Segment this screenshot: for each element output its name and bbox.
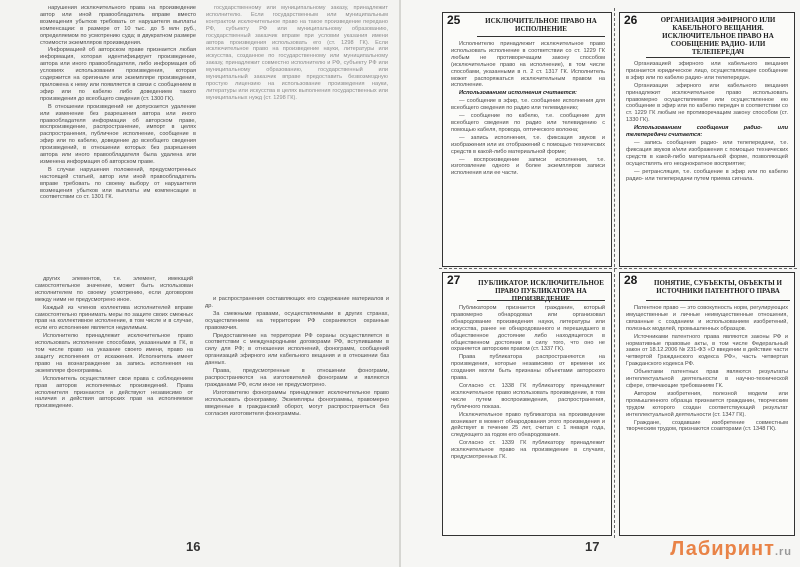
left-page bbox=[0, 0, 399, 567]
paragraph: — запись сообщения радио- или телепередачи, т.е. фиксация звуков и/или изображения с помощью технических средств в какой-либо материальной форме, позволяющей осуществлять его неоднократное восприятие; bbox=[626, 139, 788, 167]
paragraph: других элементов, т.е. элемент, имеющий самостоятельное значение, может быть использован исполнителем по своему усмотрению, если договором между ними не предусмотрено иное. bbox=[35, 276, 193, 303]
left-top-middle-column bbox=[206, 5, 388, 230]
paragraph: Использованием сообщения радио- или телепередачи считается: bbox=[626, 125, 788, 139]
paragraph: Исполнитель осуществляет свои права с соблюдением прав авторов исполняемых произведений. Права исполнителя признаются и действуют независимо от наличия и действия авторских прав на исполняемое произведение. bbox=[35, 375, 193, 410]
card-25 bbox=[442, 12, 612, 267]
card-28 bbox=[619, 272, 795, 536]
title-rule bbox=[477, 36, 605, 37]
left-bottom-left-column bbox=[35, 276, 193, 526]
watermark-logo bbox=[670, 538, 792, 561]
paragraph: Публикатором признается гражданин, который правомерно обнародовал или организовал обнародование произведения науки, литературы или искусства, ранее не обнародованного и перешедшего в общественное достояние либо находящегося в общественном достоянии в силу того, что оно не охраняется авторским правом (ст. 1337 ГК). bbox=[451, 305, 605, 353]
title-rule bbox=[477, 300, 605, 301]
paragraph: и распространения составляющих его содержание материалов и др. bbox=[205, 296, 389, 309]
paragraph: — сообщение в эфир, т.е. сообщение исполнения для всеобщего сведения по радио или телевидению; bbox=[451, 98, 605, 112]
paragraph: Патентное право — это совокупность норм, регулирующих имущественные и личные неимущественные отношения, связанные с созданием и использованием изобретений, полезных моделей, промышленных образцов. bbox=[626, 305, 788, 332]
left-top-right-column bbox=[40, 5, 196, 293]
paragraph: Права, предусмотренные в отношении фонограмм, распространяются на изготовителей фонограмм и являются гражданами РФ, если иное не предусмотрено. bbox=[205, 368, 389, 388]
paragraph: В случае нарушения положений, предусмотренных настоящей статьей, автор или иной правообладатель вправе требовать по своему выбору от нарушителя возмещения убытков или выплаты им компенсации в соответствии со ст. 1301 ГК. bbox=[40, 166, 196, 201]
title-rule bbox=[646, 300, 790, 301]
right-page bbox=[401, 0, 800, 567]
title-rule bbox=[646, 57, 790, 58]
paragraph: Источниками патентного права являются законы РФ и нормативные правовые акты, в том числе Федеральный закон от 18.12.2006 № 231-ФЗ «О введении в действие части четвертой Гражданского кодекса РФ», часть четвертая Гражданского кодекса РФ. bbox=[626, 333, 788, 368]
paragraph: Организации эфирного или кабельного вещания принадлежит исключительное право использовать правомерно осуществляемое или осуществленное ею сообщение в эфир или по кабелю передач в соответствии со ст. 1229 ГК любым не противоречащим закону способом (ст. 1330 ГК). bbox=[626, 82, 788, 124]
card-number: 26 bbox=[624, 13, 638, 27]
paragraph: Граждане, создавшие изобретение совместным творческим трудом, признаются соавторами (ст. 1348 ГК). bbox=[626, 419, 788, 433]
card-body bbox=[451, 41, 605, 263]
paragraph: Каждый из членов коллектива исполнителей вправе самостоятельно принимать меры по защите своих смежных прав на коллективное исполнение, в том числе и в случае, если его исполнение является неделимым. bbox=[35, 304, 193, 332]
card-title: ОРГАНИЗАЦИЯ ЭФИРНОГО ИЛИ КАБЕЛЬНОГО ВЕЩАНИЯ. ИСКЛЮЧИТЕЛЬНОЕ ПРАВО НА СООБЩЕНИЕ РАДИО- ИЛИ ТЕЛЕПЕРЕДАЧ bbox=[660, 16, 776, 56]
paragraph: Организацией эфирного или кабельного вещания признается юридическое лицо, осуществляющее сообщение в эфир или по кабелю радио- или телепередач. bbox=[626, 61, 788, 81]
card-body bbox=[626, 61, 788, 261]
paragraph: — ретрансляция, т.е. сообщение в эфир или по кабелю радио- или телепередачи путем приема сигнала. bbox=[626, 168, 788, 182]
page-number-left: 16 bbox=[186, 539, 201, 554]
card-number: 25 bbox=[447, 13, 461, 27]
paragraph: Объектами патентных прав являются результаты интеллектуальной деятельности в научно-технической сфере, отвечающие требованиям ГК. bbox=[626, 369, 788, 389]
card-number: 27 bbox=[447, 273, 461, 287]
paragraph: Предоставление на территории РФ охраны осуществляется в соответствии с международными договорами РФ, вступившими в силу для РФ; в отношении исполнений, фонограмм, сообщений организаций эфирного или кабельного вещания и в отношении баз данных. bbox=[205, 332, 389, 367]
paragraph: Согласно ст. 1339 ГК публикатору принадлежит исключительное право на произведение в случаях, предусмотренных ГК. bbox=[451, 440, 605, 461]
watermark-text: Лабиринт bbox=[670, 538, 775, 560]
paragraph: Изготовителю фонограммы принадлежит исключительное право использовать фонограмму. Экземпляры фонограммы, правомерно введенные в гражданский оборот, могут распространяться без согласия изготовителя фонограммы. bbox=[205, 389, 389, 417]
paragraph: Информацией об авторском праве признается любая информация, которая идентифицирует произведение, автора или иного правообладателя, либо информация об условиях использования произведения, которая содержится на оригинале или экземпляре произведения, приложена к нему или появляется в связи с сообщением в эфир или по кабелю либо доведением такого произведения до всеобщего сведения (ст. 1300 ГК). bbox=[40, 47, 196, 102]
cut-line-vertical bbox=[614, 8, 615, 538]
watermark-suffix: .ru bbox=[774, 546, 792, 558]
paragraph: Автором изобретения, полезной модели или промышленного образца признается гражданин, творческим трудом которого создан соответствующий результат интеллектуальной деятельности (ст. 1347 ГК). bbox=[626, 390, 788, 418]
card-number: 28 bbox=[624, 273, 638, 287]
paragraph: В отношении произведений не допускается удаление или изменение без разрешения автора или иного правообладателя информации об авторском праве, воспроизведение, распространение, импорт в целях распространения, публичное исполнение, сообщение в эфир или по кабелю, доведение до всеобщего сведения произведений, в отношении которых без разрешения автора или иного правообладателя была удалена или изменена информация об авторском праве. bbox=[40, 103, 196, 165]
paragraph: — сообщение по кабелю, т.е. сообщение для всеобщего сведения по радио или телевидению с помощью кабеля, провода, оптического волокна; bbox=[451, 113, 605, 133]
paragraph: Исключительное право публикатора на произведение возникает в момент обнародования этого произведения и действует в течение 25 лет, считая с 1 января года, следующего за годом его обнародования. bbox=[451, 411, 605, 439]
card-title: ПОНЯТИЕ, СУБЪЕКТЫ, ОБЪЕКТЫ И ИСТОЧНИКИ ПАТЕНТНОГО ПРАВА bbox=[654, 279, 782, 295]
paragraph: — запись исполнения, т.е. фиксация звуков и изображения или их отображений с помощью технических средств в какой-либо материальной форме; bbox=[451, 134, 605, 155]
card-title: ПУБЛИКАТОР. ИСКЛЮЧИТЕЛЬНОЕ ПРАВО ПУБЛИКАТОРА НА ПРОИЗВЕДЕНИЕ bbox=[478, 279, 604, 303]
paragraph: Исполнителю принадлежит исключительное право использовать исполнение способами, указанными в ГК, в том числе право на указание своего имени, право на защиту исполнения от искажения. Исполнитель имеет право на вознаграждение за запись исполнения на экземпляре фонограммы. bbox=[35, 333, 193, 374]
paragraph: — воспроизведение записи исполнения, т.е. изготовление одного и более экземпляров записи исполнения или ее части. bbox=[451, 156, 605, 177]
card-27 bbox=[442, 272, 612, 536]
paragraph: Согласно ст. 1338 ГК публикатору принадлежит исключительное право использовать произведение, в том числе путем воспроизведения, распространения, публичного показа. bbox=[451, 382, 605, 410]
paragraph: государственному или муниципальному заказу, принадлежит исполнителю. Если государственным или муниципальным контрактом исключительное право на такое произведение передано РФ, субъекту РФ или муниципальному образованию, государственный заказчик вправе при условии указания имени автора произведения использовать его (ст. 1298 ГК). Если исключительное право на произведение науки, литературы или искусства, созданное по государственному или муниципальному заказу, принадлежит совместно исполнителю и РФ, субъекту РФ или муниципальному образованию, государственный или муниципальный заказчик вправе предоставить безвозмездную простую лицензию на использование произведения науки, литературы или искусства в целях выполнения государственных или муниципальных нужд (ст. 1298 ГК). bbox=[206, 5, 388, 101]
paragraph: нарушения исключительного права на произведение автор или иной правообладатель вправе вместо возмещения убытков требовать от нарушителя выплаты компенсации: в размере от 10 тыс. до 5 млн руб., определяемом по усмотрению суда; в двукратном размере стоимости экземпляров произведения. bbox=[40, 5, 196, 46]
cut-line-horizontal bbox=[439, 268, 797, 269]
paragraph: За смежными правами, осуществляемыми в других странах, осуществлением на территории РФ сохраняются охранные правомочия. bbox=[205, 310, 389, 331]
card-title: ИСКЛЮЧИТЕЛЬНОЕ ПРАВО НА ИСПОЛНЕНИЕ bbox=[485, 17, 597, 33]
paragraph: Исполнителю принадлежит исключительное право использовать исполнение в соответствии со ст. 1229 ГК любым не противоречащим закону способом (исключительное право на исполнение), в том числе способами, указанными в п. 2 ст. 1317 ГК. Исполнитель может распоряжаться исключительным правом на исполнение. bbox=[451, 41, 605, 89]
card-body bbox=[626, 305, 788, 527]
paragraph: Права публикатора распространяются на произведения, которые независимо от времени их создания могли быть признаны объектами авторского права. bbox=[451, 354, 605, 382]
paragraph: Использованием исполнения считается: bbox=[459, 90, 577, 97]
card-body bbox=[451, 305, 605, 531]
left-bottom-right-column bbox=[205, 296, 389, 526]
card-26 bbox=[619, 12, 795, 267]
page-number-right: 17 bbox=[585, 539, 600, 554]
